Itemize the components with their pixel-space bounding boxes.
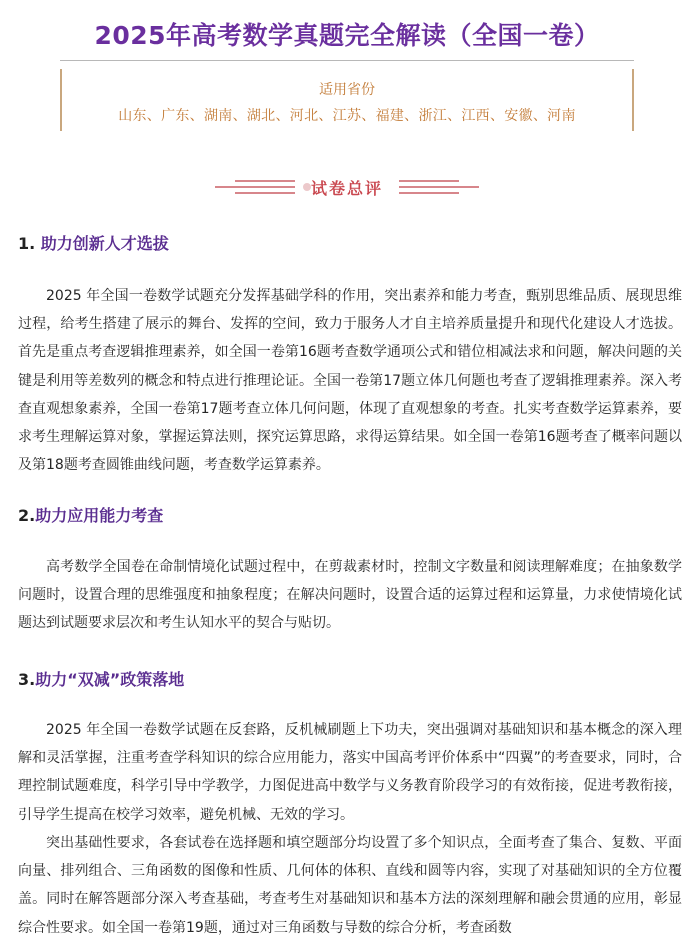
title-divider bbox=[60, 60, 634, 61]
section-paragraph-3: 2025 年全国一卷数学试题在反套路，反机械刷题上下功夫，突出强调对基础知识和基本概念的深入理解和灵活掌握，注重考查学科知识的综合应用能力，落实中国高考评价体系中“四翼”的考查要求，同时，合理控制试题难度，科学引导中学教学，力图促进高中数学与义务教育阶段学习的有效衔接，促进考教衔接，引导学生提高在校学习效率，避免机械、无效的学习。 bbox=[18, 722, 682, 823]
section-paragraph-4: 突出基础性要求，各套试卷在选择题和填空题部分均设置了多个知识点，全面考查了集合、复数、平面向量、排列组合、三角函数的图像和性质、几何体的体积、直线和圆等内容，实现了对基础知识的全方位覆盖。同时在解答题部分深入考查基础，考查考生对基础知识和基本方法的深刻理解和融会贯通的应用，彰显综合性要求。如全国一卷第19题，通过对三角函数与导数的综合分析，考查函数 bbox=[18, 835, 682, 936]
provinces-label: 适用省份 bbox=[319, 82, 375, 98]
banner-decoration-right bbox=[399, 180, 479, 194]
section-title: 助力创新人才选拔 bbox=[40, 234, 169, 253]
provinces-box bbox=[60, 69, 634, 131]
section-number: 1. bbox=[18, 234, 41, 253]
section-heading-1 bbox=[18, 231, 169, 254]
document-title: 2025年高考数学真题完全解读（全国一卷） bbox=[94, 21, 600, 50]
section-paragraph-1: 2025 年全国一卷数学试题充分发挥基础学科的作用，突出素养和能力考查，甄别思维品质、展现思维过程，给考生搭建了展示的舞台、发挥的空间，致力于服务人才自主培养质量提升和现代化建设人才选拔。首先是重点考查逻辑推理素养，如全国一卷第16题考查数学通项公式和错位相减法求和问题，解决问题的关键是利用等差数列的概念和特点进行推理论证。全国一卷第17题立体几何题也考查了逻辑推理素养。深入考查直观想象素养，全国一卷第17题考查立体几何问题，体现了直观想象的考查。扎实考查数学运算素养，要求考生理解运算对象，掌握运算法则，探究运算思路，求得运算结果。如全国一卷第16题考查了概率问题以及第18题考查圆锥曲线问题，考查数学运算素养。 bbox=[18, 288, 682, 474]
banner-label: 试卷总评 bbox=[310, 179, 383, 198]
provinces-list: 山东、广东、湖南、湖北、河北、江苏、福建、浙江、江西、安徽、河南 bbox=[118, 108, 576, 124]
banner-decoration-left bbox=[215, 180, 295, 194]
section-title: 助力“双减”政策落地 bbox=[35, 670, 185, 689]
section-heading-3 bbox=[18, 667, 184, 690]
section-number: 2. bbox=[18, 506, 36, 525]
section-title: 助力应用能力考查 bbox=[35, 506, 164, 525]
section-heading-2 bbox=[18, 503, 163, 526]
section-number: 3. bbox=[18, 670, 36, 689]
section-paragraph-2: 高考数学全国卷在命制情境化试题过程中，在剪裁素材时，控制文字数量和阅读理解难度；在抽象数学问题时，设置合理的思维强度和抽象程度；在解决问题时，设置合适的运算过程和运算量，力求使情境化试题达到试题要求层次和考生认知水平的契合与贴切。 bbox=[18, 559, 682, 632]
section-banner bbox=[215, 174, 479, 200]
